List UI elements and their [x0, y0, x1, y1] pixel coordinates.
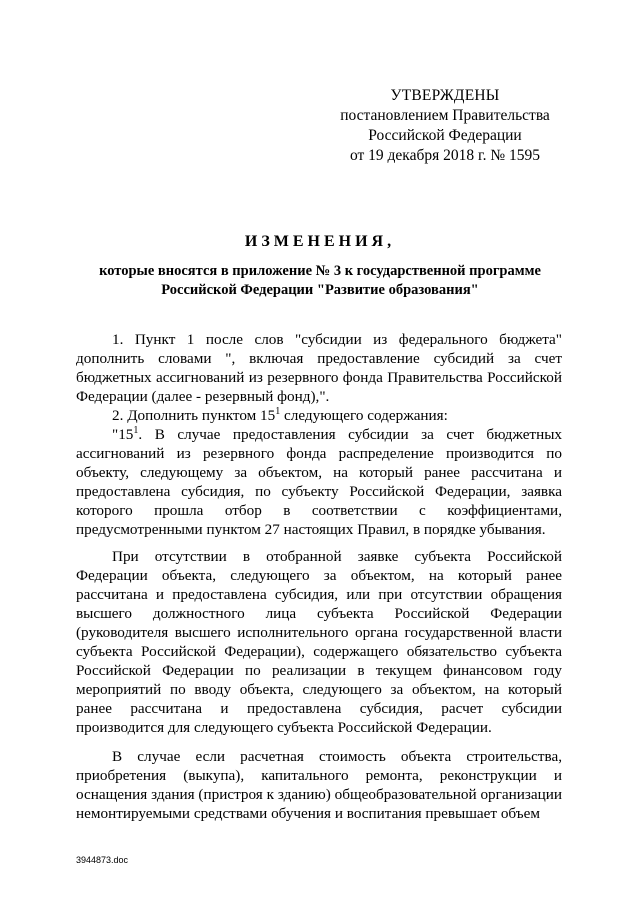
approval-line-1: постановлением Правительства: [340, 107, 550, 124]
subtitle-line-2: Российской Федерации "Развитие образования": [161, 282, 479, 298]
subtitle-line-1: которые вносятся в приложение № 3 к государственной программе: [99, 263, 541, 279]
paragraph-1: 1. Пункт 1 после слов "субсидии из федерального бюджета" дополнить словами ", включая предоставление субсидий за счет бюджетных ассигнований из резервного фонда Правительства Российской Федерации (далее - резервный фонд),".: [76, 331, 562, 405]
paragraph-2: [76, 406, 562, 425]
approval-line-3: от 19 декабря 2018 г. № 1595: [349, 147, 541, 164]
document-subtitle: [60, 262, 580, 300]
footer-filename: 3944873.doc: [76, 855, 129, 865]
paragraph-3: [76, 425, 562, 539]
approval-line-2: Российской Федерации: [368, 127, 522, 144]
document-title: ИЗМЕНЕНИЯ,: [244, 233, 396, 250]
paragraph-5: В случае если расчетная стоимость объекта строительства, приобретения (выкупа), капитального ремонта, реконструкции и оснащения здания (пристроя к зданию) общеобразовательной организации немонтируемыми средствами обучения и воспитания превышает объем: [76, 748, 562, 822]
paragraph-2-text-a: 2. Дополнить пунктом 15: [112, 407, 276, 424]
approval-heading: УТВЕРЖДЕНЫ: [390, 87, 500, 104]
paragraph-3-text-a: "15: [112, 426, 134, 443]
paragraph-3-text-b: . В случае предоставления субсидии за счет бюджетных ассигнований из резервного фонда распределение производится по объекту, следующему за объектом, на который ранее рассчитана и предоставлена субсидия, по субъекту Российской Федерации, заявка которого прошла отбор в соответствии с коэффициентами, предусмотренными пунктом 27 настоящих Правил, в порядке убывания.: [76, 426, 562, 538]
approval-block: [330, 86, 560, 166]
paragraph-4: При отсутствии в отобранной заявке субъекта Российской Федерации объекта, следующего за объектом, на который ранее рассчитана и предоставлена субсидия, или при отсутствии обращения высшего должностного лица субъекта Российской Федерации (руководителя высшего исполнительного органа государственной власти субъекта Российской Федерации), содержащего обязательство субъекта Российской Федерации по реализации в текущем финансовом году мероприятий по вводу объекта, следующего за объектом, на который ранее рассчитана и предоставлена субсидия, расчет субсидии производится для следующего субъекта Российской Федерации.: [76, 548, 562, 736]
document-body: [76, 330, 562, 823]
paragraph-2-superscript: 1: [275, 405, 281, 417]
paragraph-2-text-b: следующего содержания:: [280, 407, 448, 424]
paragraph-3-superscript: 1: [133, 424, 139, 436]
